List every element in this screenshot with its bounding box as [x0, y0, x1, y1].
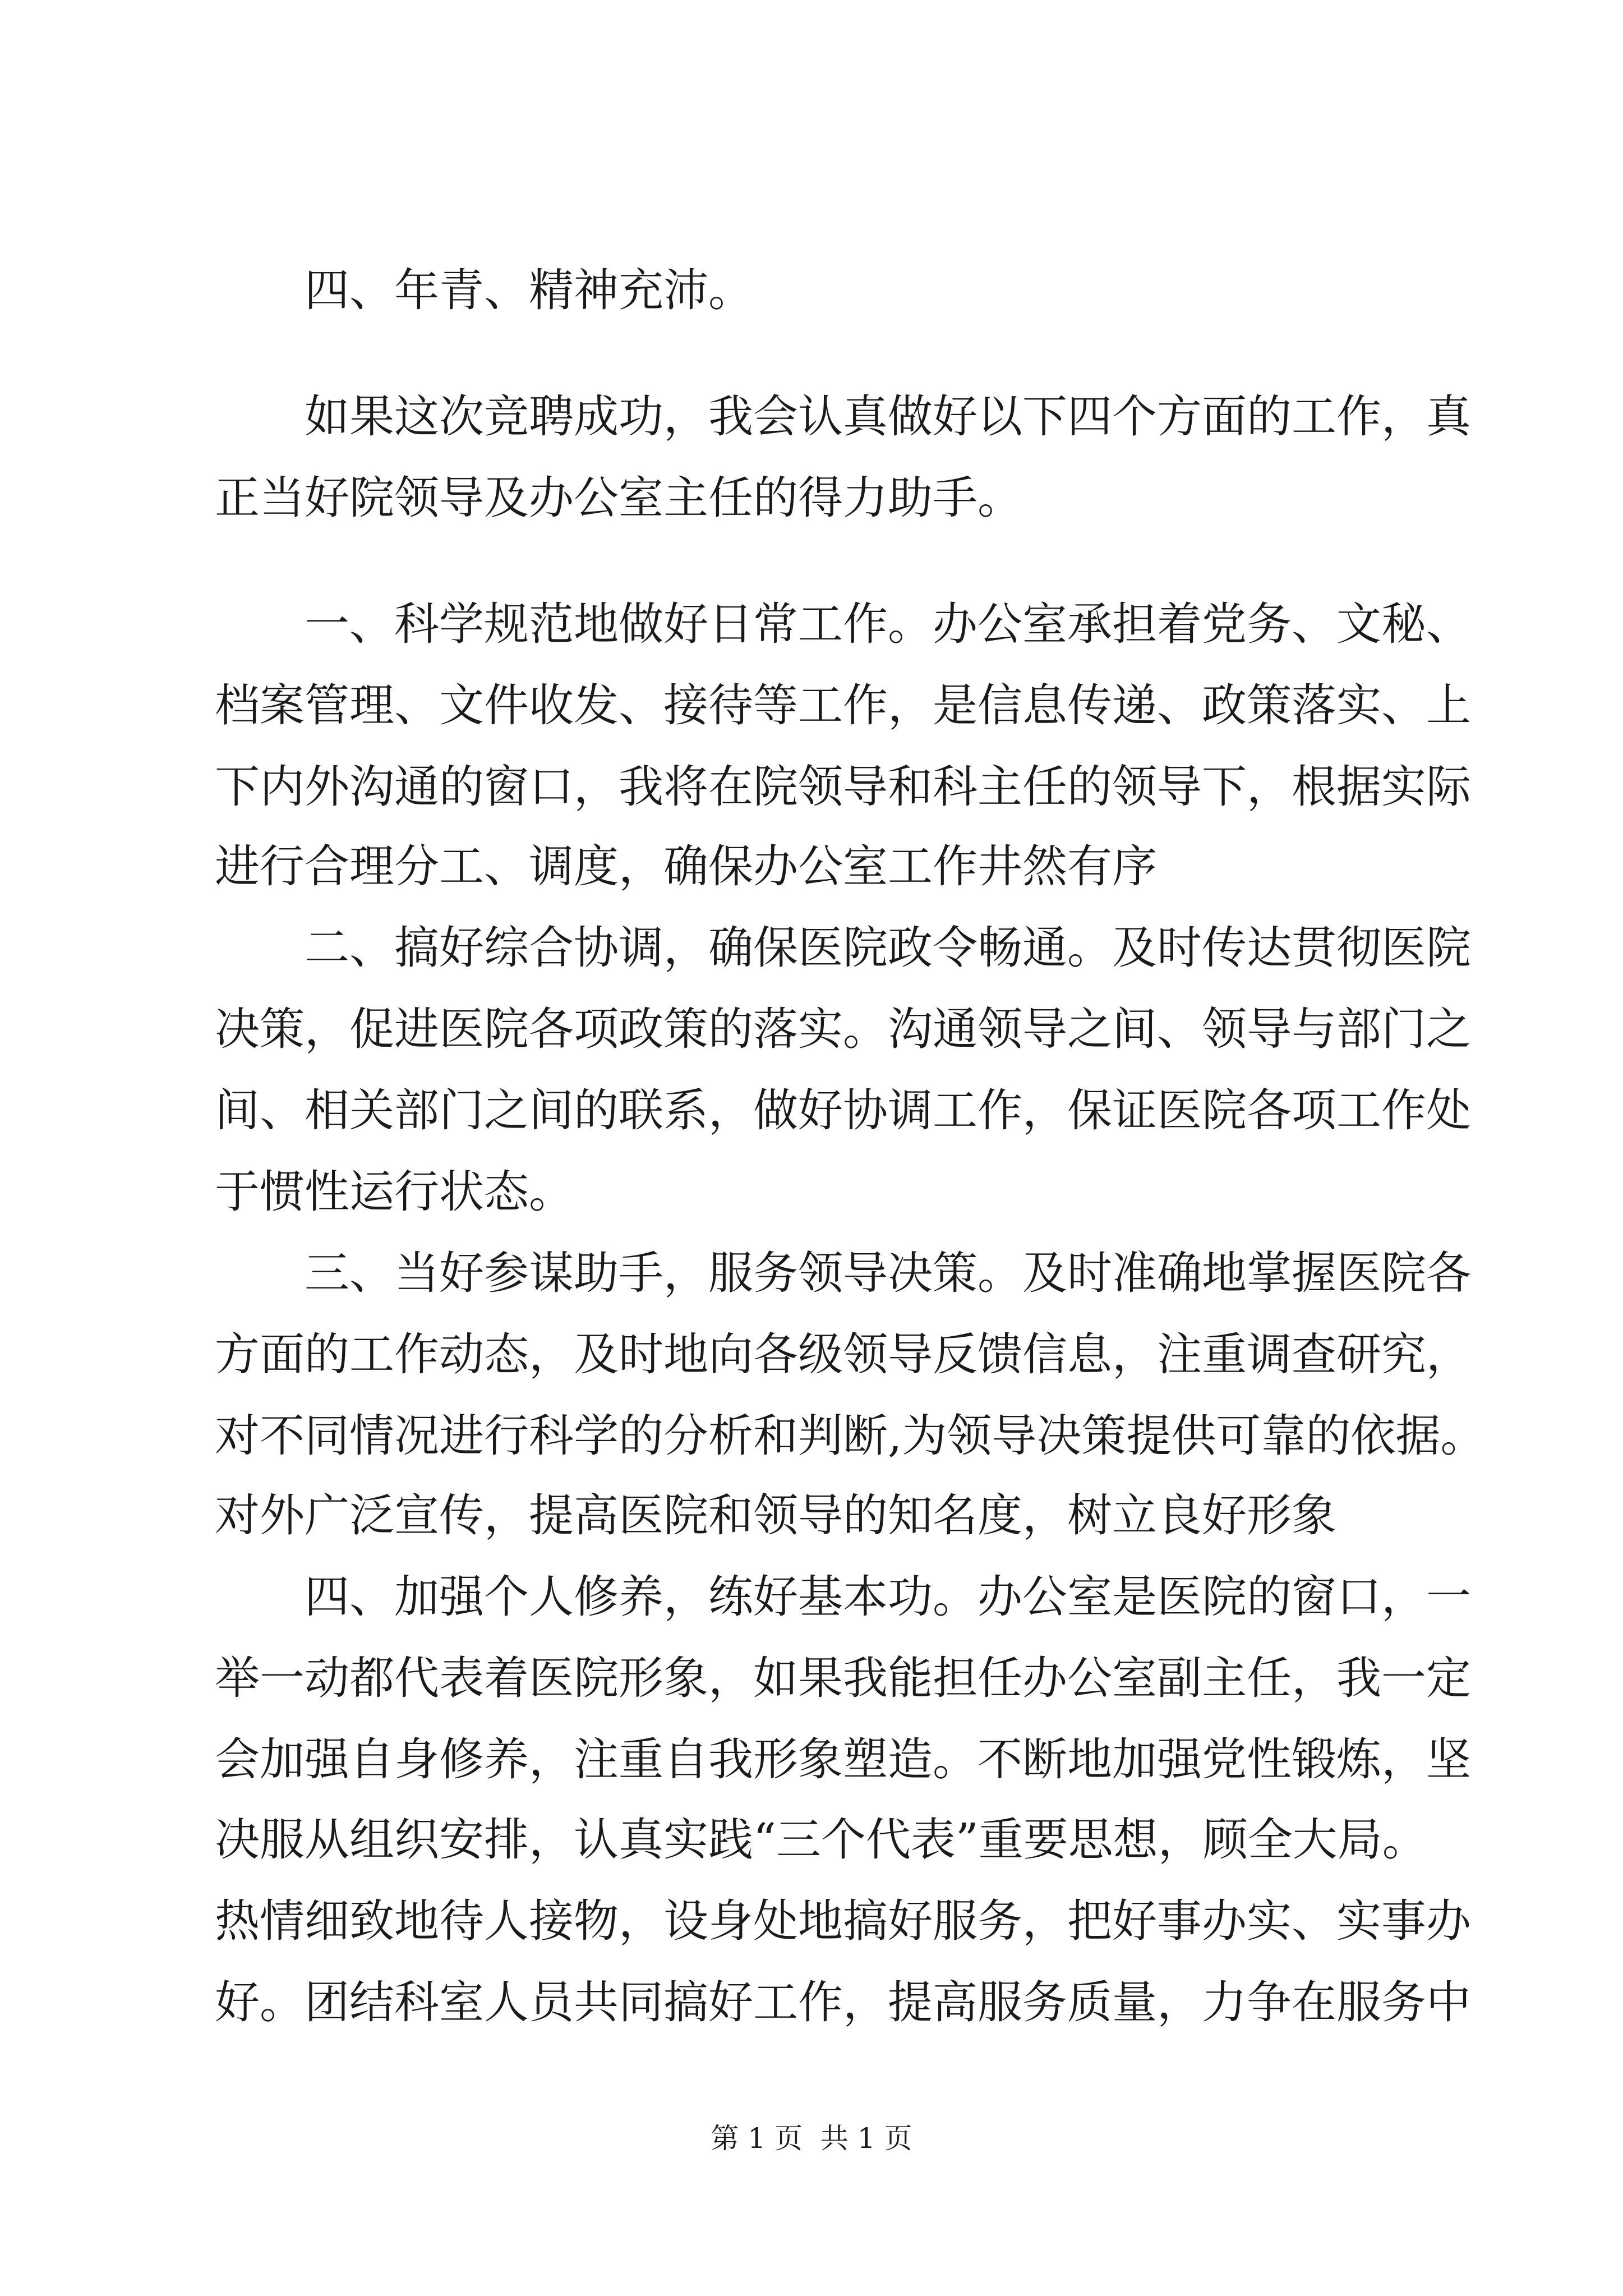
- text-line: 对不同情况进行科学的分析和判断,为领导决策提供可靠的依据。: [215, 1410, 1486, 1462]
- text-line: 三、当好参谋助手，服务领导决策。及时准确地掌握医院各: [215, 1247, 1471, 1299]
- text-line: 对外广泛宣传，提高医院和领导的知名度，树立良好形象: [215, 1489, 1336, 1542]
- text-line: 一、科学规范地做好日常工作。办公室承担着党务、文秘、: [215, 598, 1471, 650]
- text-line: 决服从组织安排，认真实践“三个代表”重要思想，顾全大局。: [215, 1814, 1427, 1866]
- text-line: 方面的工作动态，及时地向各级领导反馈信息，注重调查研究，: [215, 1328, 1471, 1381]
- text-line: 二、搞好综合协调，确保医院政令畅通。及时传达贯彻医院: [215, 922, 1471, 974]
- text-line: 正当好院领导及办公室主任的得力助手。: [215, 472, 1022, 524]
- text-line: 进行合理分工、调度，确保办公室工作井然有序: [215, 840, 1157, 892]
- page-number-footer: 第 1 页 共 1 页: [711, 2122, 912, 2155]
- text-line: 好。团结科室人员共同搞好工作，提高服务质量，力争在服务中: [215, 1976, 1471, 2028]
- text-line: 档案管理、文件收发、接待等工作，是信息传递、政策落实、上: [215, 679, 1471, 731]
- text-line: 举一动都代表着医院形象，如果我能担任办公室副主任，我一定: [215, 1652, 1471, 1704]
- text-line: 四、加强个人修养，练好基本功。办公室是医院的窗口，一: [215, 1571, 1471, 1623]
- text-line: 如果这次竞聘成功，我会认真做好以下四个方面的工作，真: [215, 390, 1471, 443]
- text-line: 热情细致地待人接物，设身处地搞好服务，把好事办实、实事办: [215, 1895, 1471, 1947]
- text-line: 四、年青、精神充沛。: [215, 264, 753, 316]
- text-line: 间、相关部门之间的联系，做好协调工作，保证医院各项工作处: [215, 1084, 1471, 1137]
- text-line: 于惯性运行状态。: [215, 1166, 574, 1218]
- text-line: 下内外沟通的窗口，我将在院领导和科主任的领导下，根据实际: [215, 761, 1471, 813]
- text-line: 会加强自身修养，注重自我形象塑造。不断地加强党性锻炼，坚: [215, 1733, 1471, 1786]
- text-line: 决策，促进医院各项政策的落实。沟通领导之间、领导与部门之: [215, 1003, 1471, 1055]
